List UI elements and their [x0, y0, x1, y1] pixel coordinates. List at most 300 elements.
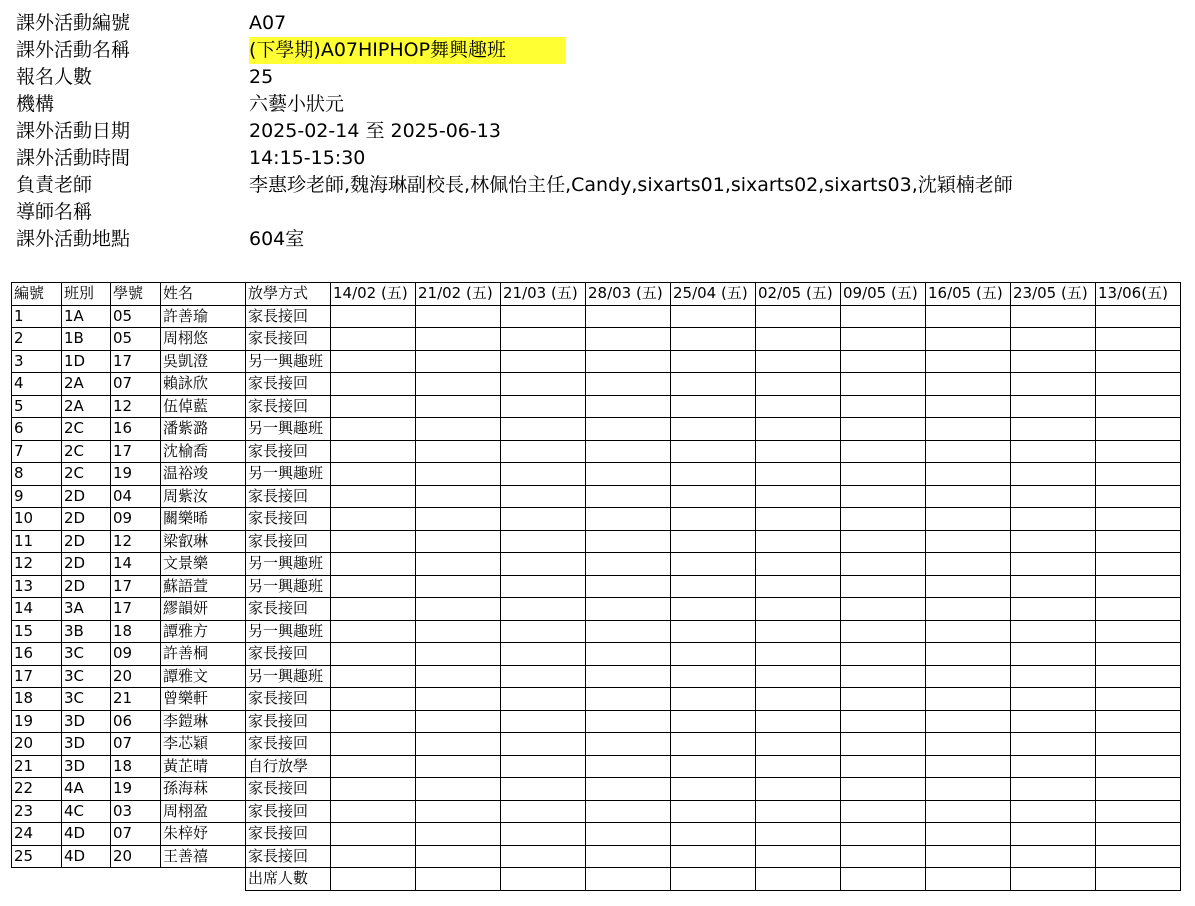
dismissal-cell: 另一興趣班 — [246, 463, 331, 486]
attendance-cell — [841, 710, 926, 733]
attendance-cell — [416, 530, 501, 553]
dismissal-cell: 家長接回 — [246, 530, 331, 553]
table-row — [12, 305, 1181, 328]
student-no-cell: 20 — [111, 845, 161, 868]
attendance-cell — [926, 643, 1011, 666]
class-cell: 2D — [62, 553, 111, 576]
attendance-cell — [756, 553, 841, 576]
attendance-cell — [1096, 688, 1181, 711]
name-cell: 關樂晞 — [161, 508, 246, 531]
student-no-cell: 07 — [111, 823, 161, 846]
attendance-cell — [926, 395, 1011, 418]
attendance-cell — [331, 845, 416, 868]
table-row — [12, 553, 1181, 576]
row-number: 10 — [12, 508, 62, 531]
row-number: 8 — [12, 463, 62, 486]
activity-name-highlight: (下學期)A07HIPHOP舞興趣班 — [249, 37, 566, 64]
attendance-cell — [1096, 440, 1181, 463]
attendance-cell — [1011, 778, 1096, 801]
attendance-cell — [671, 665, 756, 688]
name-cell: 周紫汝 — [161, 485, 246, 508]
attendance-cell — [1011, 395, 1096, 418]
row-number: 13 — [12, 575, 62, 598]
row-number: 24 — [12, 823, 62, 846]
attendance-cell — [671, 800, 756, 823]
attendance-cell — [756, 778, 841, 801]
attendance-cell — [926, 733, 1011, 756]
class-cell: 3A — [62, 598, 111, 621]
table-row — [12, 530, 1181, 553]
student-no-cell: 05 — [111, 328, 161, 351]
attendance-cell — [501, 508, 586, 531]
attendance-cell — [416, 733, 501, 756]
attendance-cell — [1096, 778, 1181, 801]
attendance-cell — [671, 508, 756, 531]
attendance-cell — [586, 395, 671, 418]
attendance-cell — [416, 508, 501, 531]
name-cell: 王善禧 — [161, 845, 246, 868]
attendance-cell — [756, 688, 841, 711]
column-header: 16/05 (五) — [926, 283, 1011, 306]
dismissal-cell: 家長接回 — [246, 823, 331, 846]
attendance-cell — [671, 575, 756, 598]
info-value: 2025-02-14 至 2025-06-13 — [249, 120, 501, 142]
attendance-cell — [1011, 575, 1096, 598]
class-cell: 1B — [62, 328, 111, 351]
column-header: 13/06(五) — [1096, 283, 1181, 306]
attendance-cell — [841, 485, 926, 508]
name-cell: 黃芷晴 — [161, 755, 246, 778]
attendance-cell — [331, 823, 416, 846]
attendance-cell — [756, 665, 841, 688]
attendance-cell — [586, 328, 671, 351]
name-cell: 梁叡琳 — [161, 530, 246, 553]
class-cell: 2C — [62, 418, 111, 441]
name-cell: 周栩盈 — [161, 800, 246, 823]
dismissal-cell: 家長接回 — [246, 508, 331, 531]
name-cell: 朱梓妤 — [161, 823, 246, 846]
attendance-cell — [841, 845, 926, 868]
attendance-cell — [671, 710, 756, 733]
attendance-cell — [926, 845, 1011, 868]
attendance-cell — [416, 688, 501, 711]
table-row — [12, 508, 1181, 531]
attendance-cell — [416, 350, 501, 373]
attendance-cell — [756, 733, 841, 756]
row-number: 12 — [12, 553, 62, 576]
attendance-cell — [841, 755, 926, 778]
class-cell: 4D — [62, 823, 111, 846]
attendance-cell — [331, 350, 416, 373]
attendance-cell — [1011, 598, 1096, 621]
attendance-cell — [501, 463, 586, 486]
row-number: 4 — [12, 373, 62, 396]
class-cell: 3D — [62, 710, 111, 733]
dismissal-cell: 家長接回 — [246, 688, 331, 711]
dismissal-cell: 家長接回 — [246, 733, 331, 756]
attendance-cell — [1096, 845, 1181, 868]
student-no-cell: 12 — [111, 530, 161, 553]
attendance-total-cell — [586, 868, 671, 891]
attendance-cell — [671, 845, 756, 868]
info-value: 六藝小狀元 — [249, 93, 345, 115]
attendance-cell — [331, 395, 416, 418]
attendance-cell — [1096, 733, 1181, 756]
info-value: 14:15-15:30 — [249, 147, 366, 169]
attendance-cell — [756, 823, 841, 846]
attendance-cell — [671, 418, 756, 441]
attendance-cell — [501, 305, 586, 328]
attendance-cell — [331, 620, 416, 643]
table-row — [12, 373, 1181, 396]
attendance-cell — [586, 643, 671, 666]
attendance-cell — [756, 845, 841, 868]
attendance-cell — [586, 755, 671, 778]
column-header: 21/03 (五) — [501, 283, 586, 306]
attendance-cell — [671, 733, 756, 756]
attendance-cell — [926, 620, 1011, 643]
attendance-cell — [331, 755, 416, 778]
attendance-cell — [756, 305, 841, 328]
info-value: 604室 — [249, 228, 305, 250]
attendance-cell — [1011, 665, 1096, 688]
name-cell: 温裕竣 — [161, 463, 246, 486]
attendance-cell — [331, 418, 416, 441]
attendance-cell — [926, 800, 1011, 823]
student-no-cell: 17 — [111, 440, 161, 463]
class-cell: 2D — [62, 530, 111, 553]
attendance-cell — [331, 598, 416, 621]
attendance-total-row — [12, 868, 1181, 891]
attendance-cell — [671, 440, 756, 463]
name-cell: 李鎧琳 — [161, 710, 246, 733]
attendance-cell — [586, 305, 671, 328]
blank-cell — [161, 868, 246, 891]
table-row — [12, 845, 1181, 868]
attendance-cell — [501, 620, 586, 643]
attendance-cell — [416, 598, 501, 621]
attendance-cell — [1011, 508, 1096, 531]
class-cell: 3C — [62, 665, 111, 688]
dismissal-cell: 家長接回 — [246, 440, 331, 463]
table-row — [12, 733, 1181, 756]
attendance-cell — [926, 575, 1011, 598]
attendance-cell — [1096, 485, 1181, 508]
attendance-cell — [841, 823, 926, 846]
attendance-cell — [1011, 845, 1096, 868]
attendance-cell — [331, 778, 416, 801]
attendance-cell — [586, 733, 671, 756]
row-number: 25 — [12, 845, 62, 868]
attendance-cell — [586, 778, 671, 801]
attendance-cell — [331, 553, 416, 576]
attendance-cell — [586, 598, 671, 621]
attendance-cell — [1011, 440, 1096, 463]
attendance-cell — [331, 463, 416, 486]
dismissal-cell: 家長接回 — [246, 305, 331, 328]
table-row — [12, 823, 1181, 846]
info-label: 課外活動日期 — [16, 120, 131, 142]
column-header: 02/05 (五) — [756, 283, 841, 306]
column-header: 23/05 (五) — [1011, 283, 1096, 306]
attendance-cell — [416, 755, 501, 778]
attendance-cell — [586, 823, 671, 846]
table-row — [12, 665, 1181, 688]
attendance-cell — [1096, 395, 1181, 418]
attendance-cell — [416, 395, 501, 418]
name-cell: 繆韻妍 — [161, 598, 246, 621]
attendance-cell — [586, 688, 671, 711]
attendance-cell — [671, 530, 756, 553]
info-label: 課外活動編號 — [16, 12, 131, 34]
attendance-cell — [501, 575, 586, 598]
student-no-cell: 07 — [111, 733, 161, 756]
class-cell: 2D — [62, 485, 111, 508]
name-cell: 李芯穎 — [161, 733, 246, 756]
row-number: 23 — [12, 800, 62, 823]
attendance-cell — [756, 418, 841, 441]
attendance-cell — [926, 463, 1011, 486]
attendance-cell — [501, 688, 586, 711]
attendance-cell — [756, 755, 841, 778]
attendance-cell — [416, 328, 501, 351]
row-number: 21 — [12, 755, 62, 778]
attendance-cell — [586, 463, 671, 486]
name-cell: 吳凱澄 — [161, 350, 246, 373]
attendance-cell — [501, 778, 586, 801]
class-cell: 3D — [62, 733, 111, 756]
student-no-cell: 03 — [111, 800, 161, 823]
table-row — [12, 710, 1181, 733]
table-row — [12, 463, 1181, 486]
attendance-cell — [1096, 350, 1181, 373]
attendance-cell — [586, 350, 671, 373]
student-no-cell: 05 — [111, 305, 161, 328]
attendance-cell — [926, 665, 1011, 688]
attendance-cell — [1096, 373, 1181, 396]
blank-cell — [62, 868, 111, 891]
column-header: 學號 — [111, 283, 161, 306]
attendance-cell — [331, 305, 416, 328]
name-cell: 賴詠欣 — [161, 373, 246, 396]
column-header: 21/02 (五) — [416, 283, 501, 306]
class-cell: 2C — [62, 463, 111, 486]
attendance-cell — [841, 395, 926, 418]
class-cell: 3D — [62, 755, 111, 778]
info-label: 課外活動地點 — [16, 228, 131, 250]
attendance-cell — [841, 440, 926, 463]
student-no-cell: 18 — [111, 755, 161, 778]
attendance-cell — [756, 575, 841, 598]
student-no-cell: 16 — [111, 418, 161, 441]
attendance-cell — [416, 463, 501, 486]
column-header: 25/04 (五) — [671, 283, 756, 306]
attendance-cell — [756, 440, 841, 463]
info-label: 機構 — [16, 93, 55, 115]
student-no-cell: 09 — [111, 643, 161, 666]
attendance-cell — [841, 463, 926, 486]
attendance-cell — [586, 665, 671, 688]
attendance-cell — [416, 800, 501, 823]
attendance-cell — [1096, 823, 1181, 846]
info-value: 李惠珍老師,魏海琳副校長,林佩怡主任,Candy,sixarts01,sixarts02,sixarts03,沈穎楠老師 — [249, 174, 1013, 196]
row-number: 2 — [12, 328, 62, 351]
attendance-cell — [1011, 710, 1096, 733]
attendance-cell — [1011, 350, 1096, 373]
attendance-table — [11, 282, 1181, 891]
dismissal-cell: 另一興趣班 — [246, 665, 331, 688]
table-row — [12, 800, 1181, 823]
attendance-cell — [1096, 665, 1181, 688]
attendance-cell — [926, 598, 1011, 621]
attendance-cell — [501, 755, 586, 778]
column-header: 14/02 (五) — [331, 283, 416, 306]
info-label: 導師名稱 — [16, 201, 93, 223]
table-row — [12, 440, 1181, 463]
attendance-cell — [501, 395, 586, 418]
attendance-cell — [841, 553, 926, 576]
name-cell: 蘇語萱 — [161, 575, 246, 598]
attendance-cell — [331, 733, 416, 756]
attendance-cell — [841, 575, 926, 598]
row-number: 18 — [12, 688, 62, 711]
attendance-cell — [1011, 755, 1096, 778]
student-no-cell: 19 — [111, 463, 161, 486]
row-number: 3 — [12, 350, 62, 373]
class-cell: 1D — [62, 350, 111, 373]
attendance-cell — [501, 418, 586, 441]
dismissal-cell: 家長接回 — [246, 800, 331, 823]
attendance-total-cell — [671, 868, 756, 891]
attendance-cell — [841, 778, 926, 801]
attendance-cell — [756, 598, 841, 621]
row-number: 5 — [12, 395, 62, 418]
attendance-cell — [416, 373, 501, 396]
attendance-cell — [841, 350, 926, 373]
attendance-cell — [501, 643, 586, 666]
attendance-cell — [1011, 530, 1096, 553]
row-number: 19 — [12, 710, 62, 733]
info-label: 課外活動名稱 — [16, 39, 131, 61]
student-no-cell: 07 — [111, 373, 161, 396]
attendance-cell — [756, 485, 841, 508]
table-row — [12, 485, 1181, 508]
attendance-cell — [671, 373, 756, 396]
table-row — [12, 418, 1181, 441]
name-cell: 伍倬藍 — [161, 395, 246, 418]
attendance-cell — [501, 530, 586, 553]
attendance-cell — [331, 665, 416, 688]
attendance-cell — [1011, 620, 1096, 643]
attendance-cell — [926, 530, 1011, 553]
attendance-cell — [416, 305, 501, 328]
attendance-cell — [586, 440, 671, 463]
student-no-cell: 18 — [111, 620, 161, 643]
attendance-cell — [331, 800, 416, 823]
attendance-cell — [926, 328, 1011, 351]
attendance-cell — [926, 688, 1011, 711]
class-cell: 2A — [62, 373, 111, 396]
blank-cell — [111, 868, 161, 891]
table-row — [12, 688, 1181, 711]
attendance-cell — [501, 373, 586, 396]
attendance-cell — [926, 440, 1011, 463]
attendance-cell — [1096, 305, 1181, 328]
student-no-cell: 21 — [111, 688, 161, 711]
attendance-cell — [501, 823, 586, 846]
attendance-cell — [501, 350, 586, 373]
attendance-cell — [331, 530, 416, 553]
attendance-cell — [586, 710, 671, 733]
attendance-cell — [1096, 575, 1181, 598]
attendance-cell — [501, 598, 586, 621]
name-cell: 許善瑜 — [161, 305, 246, 328]
attendance-cell — [926, 485, 1011, 508]
attendance-cell — [841, 800, 926, 823]
attendance-cell — [756, 373, 841, 396]
attendance-cell — [501, 485, 586, 508]
attendance-total-cell — [926, 868, 1011, 891]
attendance-cell — [756, 710, 841, 733]
name-cell: 許善桐 — [161, 643, 246, 666]
attendance-cell — [926, 508, 1011, 531]
blank-cell — [12, 868, 62, 891]
attendance-cell — [501, 710, 586, 733]
attendance-cell — [501, 553, 586, 576]
student-no-cell: 17 — [111, 598, 161, 621]
attendance-cell — [586, 530, 671, 553]
row-number: 7 — [12, 440, 62, 463]
attendance-cell — [841, 373, 926, 396]
name-cell: 沈榆喬 — [161, 440, 246, 463]
row-number: 11 — [12, 530, 62, 553]
student-no-cell: 09 — [111, 508, 161, 531]
attendance-cell — [416, 440, 501, 463]
attendance-cell — [671, 755, 756, 778]
class-cell: 3C — [62, 688, 111, 711]
attendance-cell — [1011, 800, 1096, 823]
attendance-cell — [331, 688, 416, 711]
attendance-cell — [1096, 643, 1181, 666]
class-cell: 3B — [62, 620, 111, 643]
attendance-cell — [926, 823, 1011, 846]
attendance-cell — [1096, 530, 1181, 553]
row-number: 6 — [12, 418, 62, 441]
attendance-cell — [331, 485, 416, 508]
attendance-cell — [671, 643, 756, 666]
row-number: 16 — [12, 643, 62, 666]
attendance-cell — [756, 395, 841, 418]
attendance-cell — [1096, 800, 1181, 823]
attendance-cell — [671, 598, 756, 621]
attendance-cell — [501, 328, 586, 351]
name-cell: 周栩悠 — [161, 328, 246, 351]
class-cell: 2C — [62, 440, 111, 463]
row-number: 15 — [12, 620, 62, 643]
info-label: 課外活動時間 — [16, 147, 131, 169]
attendance-cell — [1011, 305, 1096, 328]
student-no-cell: 04 — [111, 485, 161, 508]
attendance-cell — [841, 733, 926, 756]
attendance-cell — [586, 418, 671, 441]
attendance-cell — [671, 688, 756, 711]
attendance-cell — [1096, 755, 1181, 778]
dismissal-cell: 家長接回 — [246, 643, 331, 666]
attendance-cell — [841, 643, 926, 666]
name-cell: 潘紫潞 — [161, 418, 246, 441]
attendance-cell — [1011, 688, 1096, 711]
attendance-cell — [416, 553, 501, 576]
